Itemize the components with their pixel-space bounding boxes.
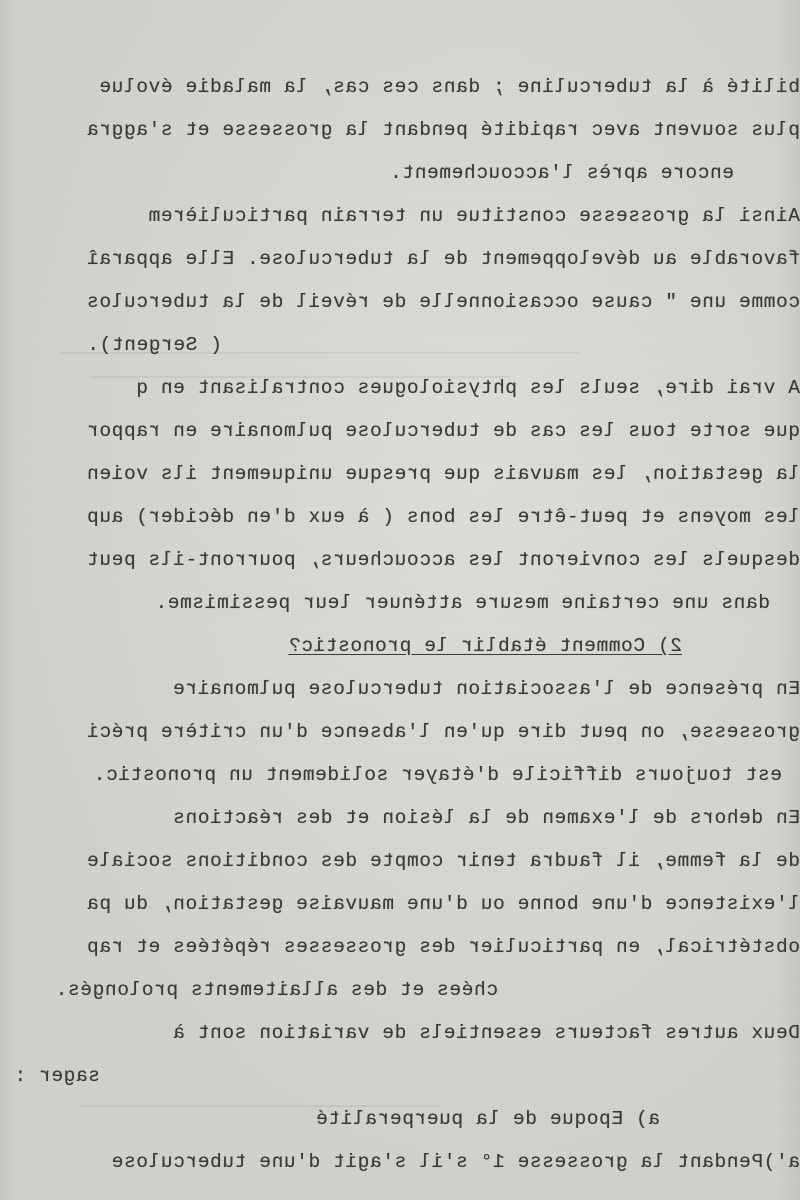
- section-heading: 2) Comment établir le pronostic?: [288, 635, 682, 657]
- text-line: bilité à la tuberculine ; dans ces cas, la maladie évolue: [98, 76, 800, 98]
- text-line: Deux autres facteurs essentiels de variation sont à: [172, 1022, 800, 1044]
- text-line: l'existence d'une bonne ou d'une mauvaise gestation, du pa: [86, 893, 800, 915]
- text-line: que sorte tous les cas de tuberculose pulmonaire en rappor: [86, 420, 800, 442]
- text-line: desquels les convieront les accoucheurs, pourront-ils peut: [86, 549, 800, 571]
- text-line: plus souvent avec rapidité pendant la grossesse et s'aggra: [86, 119, 800, 141]
- text-line: grossesse, on peut dire qu'en l'absence d'un critère préci: [86, 721, 800, 743]
- text-line: la gestation, les mauvais que presque uniquement ils voien: [86, 463, 800, 485]
- text-line: Ainsi la grossesse constitue un terrain particulièrem: [147, 205, 800, 227]
- text-line: En présence de l'association tuberculose pulmonaire: [172, 678, 800, 700]
- text-line: encore après l'accouchement.: [389, 162, 734, 184]
- text-line: les moyens et peut-être les bons ( à eux d'en décider) aup: [86, 506, 800, 528]
- text-line: A vrai dire, seuls les phtysiologues contralisant en q: [135, 377, 800, 399]
- text-line: est toujours difficile d'étayer solidement un pronostic.: [93, 764, 782, 786]
- text-line: a')Pendant la grossesse 1° s'il s'agit d'une tuberculose: [111, 1151, 800, 1173]
- text-line: obstétrical, en particulier des grossesses répétées et rap: [86, 936, 800, 958]
- text-line: comme une " cause occasionnelle de réveil de la tuberculos: [86, 291, 800, 313]
- text-line: En dehors de l'examen de la lésion et des réactions: [172, 807, 800, 829]
- text-line: de la femme, il faudra tenir compte des conditions sociale: [86, 850, 800, 872]
- text-line: favorable au développement de la tuberculose. Elle apparaî: [86, 248, 800, 270]
- text-line: chées et des allaitements prolongés.: [55, 979, 498, 1001]
- text-line: dans une certaine mesure atténuer leur pessimisme.: [154, 592, 770, 614]
- text-line: a) Epoque de la puerperalité: [315, 1108, 660, 1130]
- text-line: ( Sergent).: [86, 334, 222, 356]
- text-line: sager :: [13, 1065, 100, 1087]
